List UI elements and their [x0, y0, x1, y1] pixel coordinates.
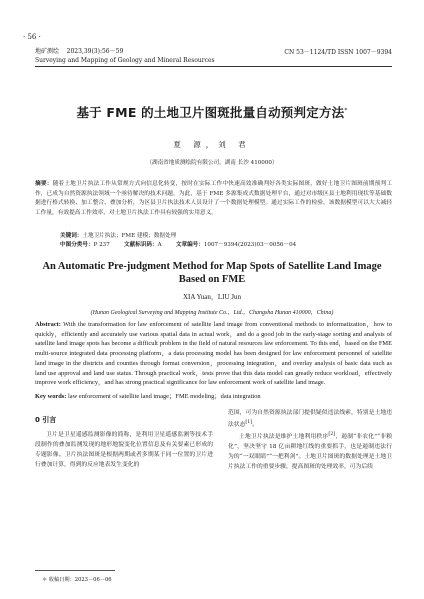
chinese-meta — [60, 232, 296, 251]
english-affiliation: (Hunan Geological Surveying and Mapping Institute Co.，Ltd.，Changsha Hunan 410000，China) — [90, 310, 334, 316]
journal-name-cn: 地矿测绘 — [35, 48, 60, 55]
reference-2: [2] — [328, 431, 336, 437]
clc-value: P 237 — [93, 242, 110, 249]
keywords-cn: 土地卫片执法；FME 建模；数据处理 — [82, 233, 177, 239]
english-keywords — [35, 391, 392, 400]
abstract-text-en: With the transformation for law enforcement of satellite land image from conventional methods to informatization，how to quickly，efficiently and accurately use various spatial data in actual work，and do a good job in the early-stage sorting and analysis of satellite land image spots has become a difficult problem in the field of natural resources law enforcement. To this end，based on the FME multi-source integrated data processing platform，a data processing model has been designed for law enforcement personnel of satellite land image in the districts and counties through format conversion，processing integration，and overlay analysis of basic data such as land use approval and land use status. Through practical work，tests prove that this data model can greatly reduce workload，effectively improve work efficiency，and has strong practical significance for law enforcement work of satellite land image. — [35, 321, 392, 387]
page-number: · 56 · — [23, 33, 41, 41]
english-abstract — [35, 320, 392, 388]
section-heading: 0 引言 — [35, 416, 57, 424]
body-right-column — [228, 408, 392, 472]
keywords-label-en: Key words: — [35, 393, 67, 400]
title-footnote-mark: * — [344, 106, 348, 114]
chinese-title: 基于 FME 的土地卫片图斑批量自动预判定方法* — [76, 105, 348, 120]
english-title: An Automatic Pre-judgment Method for Map Spots of Satellite Land Image Based on FME — [42, 261, 382, 285]
chinese-affiliation: （湖南省地质测绘院有限公司，湖南 长沙 410000） — [146, 160, 278, 166]
clc-label: 中图分类号： — [60, 242, 94, 249]
article-no-value: 1007－9394(2023)03－0056－04 — [203, 242, 297, 249]
body-left-column — [35, 415, 213, 470]
intro-paragraph: 卫片是卫星遥感监测影像的简称，是利用卫星遥感监测等技术手段制作的叠加监测发现的地形地貌变化位置信息及有关要素已形成的专题影像。卫片执法图斑是根据两期或者多期某于同一位置的卫片进行叠加计算，得到的反应地表发生变化的 — [35, 432, 213, 468]
footnote-divider — [35, 570, 115, 571]
chinese-abstract — [35, 180, 392, 218]
chinese-authors: 夏 源，刘 君 — [173, 140, 251, 149]
issn-info: CN 53－1124/TD ISSN 1007－9394 — [284, 49, 392, 56]
journal-header — [35, 47, 215, 65]
abstract-text-cn: 随着土地卫片执法工作从常规方式向信息化转变，按时在实际工作中快速高效准确判好各类实际图斑，做好土地卫片图斑前期预判工作，已成为自然资源执法领域一个亟待解决的技术问题。为此，基于 FME 多源集成式数据处理平台，通过对市级区县土地利用现状等基础数据进行格式转换、加工整合、叠加分析，为区县卫片执法技术人员设计了一个数据处理模型。通过实际工作的检验，该数据模型可以大大减轻工作量，有效提高工作效率，对土地卫片执法工作具有较强的实用意义。 — [35, 181, 393, 216]
received-date-footnote: ＊ 收稿日期：2023－06－06 — [42, 577, 112, 583]
keywords-label-cn: 关键词： — [60, 233, 83, 239]
intro-continuation: 范围，可为自然资源执法部门提供疑似违法线索，特别是土地违法状态[1]。 — [228, 410, 392, 428]
issue-info: 2023,39(3):56－59 — [66, 48, 124, 55]
keywords-en: law enforcement of satellite land image；FME modeling；data integration — [68, 393, 261, 400]
abstract-label-en: Abstract: — [35, 321, 61, 328]
header-divider — [35, 66, 392, 67]
reference-1: [1] — [245, 420, 253, 425]
english-authors: XIA Yuan，LIU Jun — [182, 293, 242, 301]
intro-paragraph-2: 土地卫片执法是维护土地利用秩序[2]，遏制“非农化”“非粮化”，坚决坚守 18 亿亩耕地红线的重要抓手，也是遏制违法行为的“一双眼睛”“一把利剑”。土地卫片图斑的数据处理是土地卫片执法工作的重要步骤，提高图斑的处理效率，可为后续 — [228, 431, 392, 470]
journal-name-en: Surveying and Mapping of Geology and Mineral Resources — [35, 57, 215, 64]
abstract-label-cn: 摘要： — [35, 181, 53, 187]
doc-code-value: A — [157, 242, 162, 249]
doc-code-label: 文献标识码： — [124, 242, 158, 249]
article-no-label: 文章编号： — [175, 242, 204, 249]
